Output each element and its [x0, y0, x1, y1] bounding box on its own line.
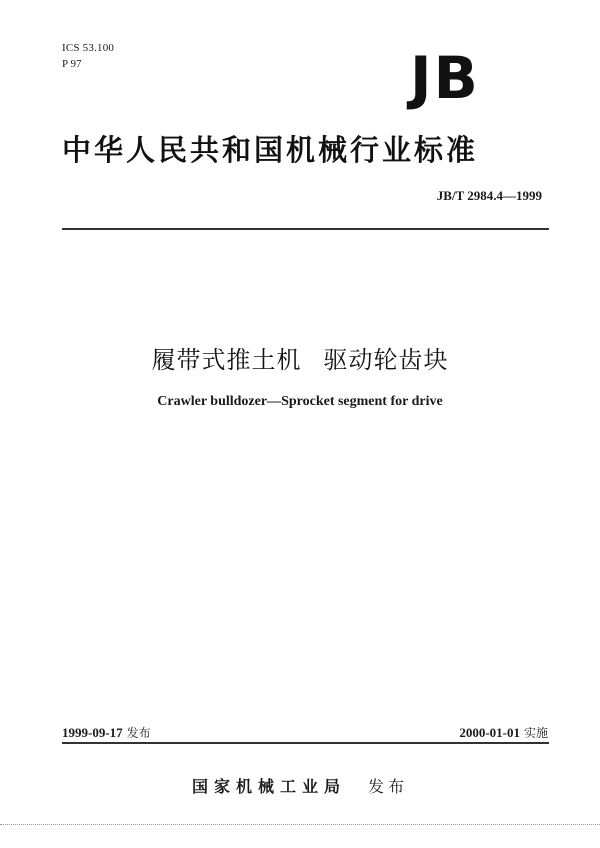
implement-info [459, 724, 548, 741]
document-title-cn [0, 340, 600, 375]
standard-number: JB/T 2984.4—1999 [436, 188, 542, 203]
header-divider [62, 228, 549, 230]
title-cn-part1: 履带式推土机 [151, 346, 302, 374]
issuer-name: 国家机械工业局 [191, 777, 346, 796]
bottom-dotted-line [0, 824, 600, 825]
ics-code: ICS 53.100 [62, 42, 115, 54]
issue-date: 1999-09-17 [62, 725, 123, 740]
issue-info [62, 724, 151, 741]
implement-date: 2000-01-01 [459, 725, 520, 740]
issue-label: 发布 [126, 726, 151, 740]
jb-logo: JB [410, 44, 480, 112]
issuer-line [0, 774, 600, 797]
classification-code: P 97 [62, 58, 82, 70]
standard-category-title: 中华人民共和国机械行业标准 [62, 133, 479, 167]
issuer-action: 发布 [368, 777, 409, 796]
title-cn-part2: 驱动轮齿块 [323, 346, 449, 374]
document-title-en: Crawler bulldozer—Sprocket segment for drive [157, 394, 443, 409]
footer-divider [62, 742, 549, 744]
implement-label: 实施 [523, 726, 548, 740]
